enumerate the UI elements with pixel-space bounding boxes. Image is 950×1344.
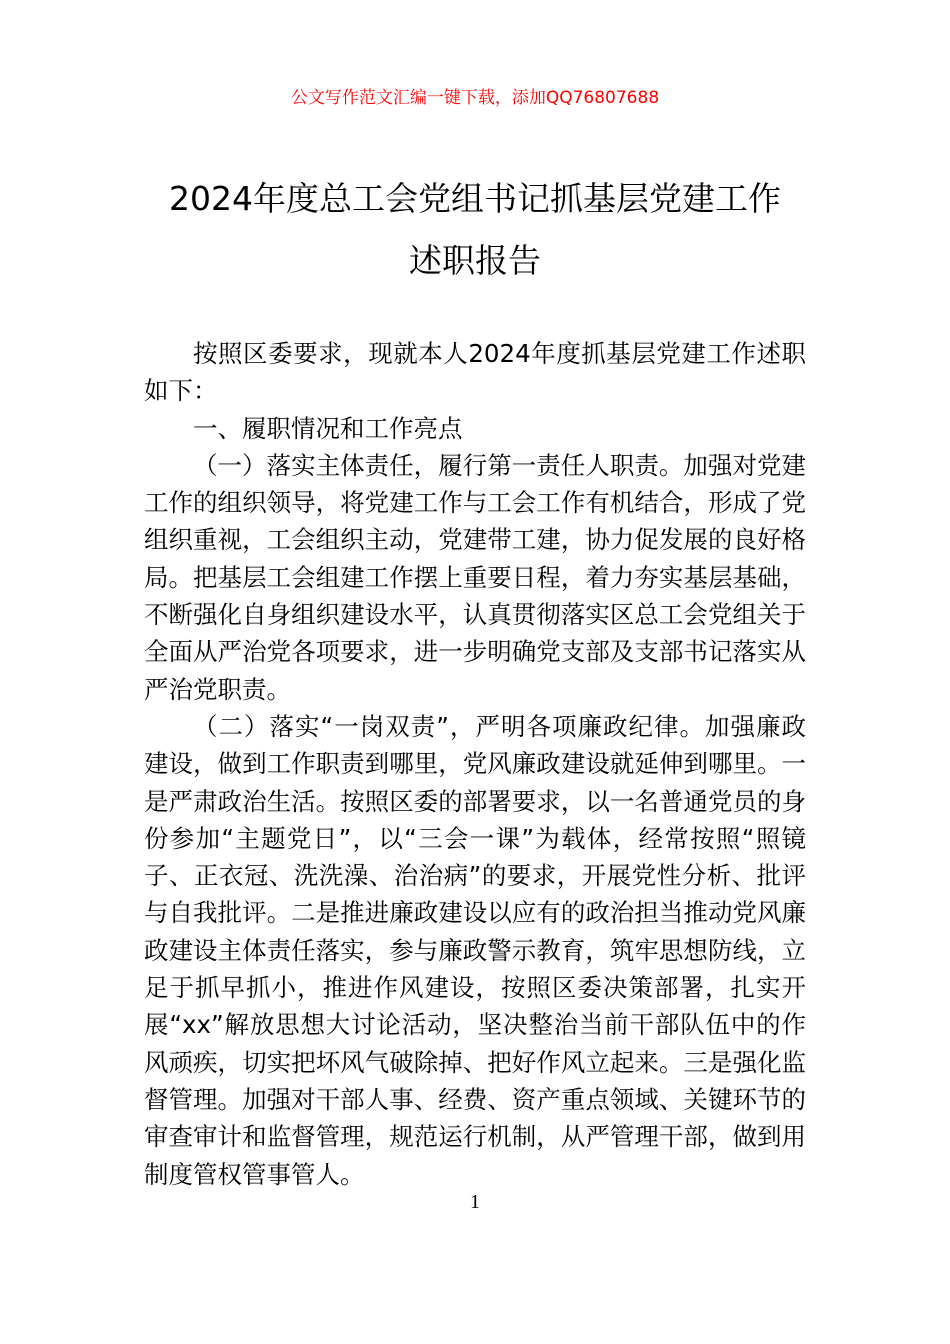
body-paragraph: （一）落实主体责任，履行第一责任人职责。加强对党建工作的组织领导，将党建工作与工会工作有机结合，形成了党组织重视，工会组织主动，党建带工建，协力促发展的良好格局。把基层工会组建工作摆上重要日程，着力夯实基层基础，不断强化自身组织建设水平，认真贯彻落实区总工会党组关于全面从严治党各项要求，进一步明确党支部及支部书记落实从严治党职责。 <box>144 450 806 704</box>
section-heading: 一、履职情况和工作亮点 <box>193 413 463 443</box>
title-line-2: 述职报告 <box>409 241 541 280</box>
title-line-1: 2024年度总工会党组书记抓基层党建工作 <box>169 179 781 218</box>
page-number: 1 <box>470 1191 480 1213</box>
download-note: 公文写作范文汇编一键下载，添加QQ76807688 <box>290 88 660 108</box>
body-paragraph: （二）落实“一岗双责”，严明各项廉政纪律。加强廉政建设，做到工作职责到哪里，党风廉政建设就延伸到哪里。一是严肃政治生活。按照区委的部署要求，以一名普通党员的身份参加“主题党日”，以“三会一课”为载体，经常按照“照镜子、正衣冠、洗洗澡、治治病”的要求，开展党性分析、批评与自我批评。二是推进廉政建设以应有的政治担当推动党风廉政建设主体责任落实，参与廉政警示教育，筑牢思想防线，立足于抓早抓小，推进作风建设，按照区委决策部署，扎实开展“xx”解放思想大讨论活动，坚决整治当前干部队伍中的作风顽疾，切实把坏风气破除掉、把好作风立起来。三是强化监督管理。加强对干部人事、经费、资产重点领域、关键环节的审查审计和监督管理，规范运行机制，从严管理干部，做到用制度管权管事管人。 <box>144 711 806 1189</box>
document-body <box>144 335 806 1193</box>
document-title <box>120 168 830 292</box>
intro-paragraph: 按照区委要求，现就本人2024年度抓基层党建工作述职如下： <box>144 339 806 406</box>
